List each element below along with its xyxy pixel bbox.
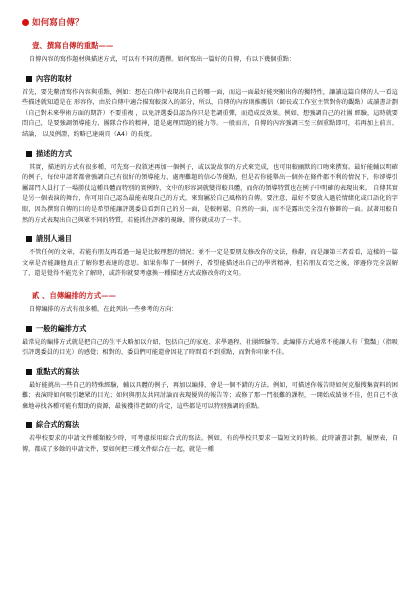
page-title	[22, 16, 398, 28]
page-title-text: 如何寫自傳？	[32, 18, 84, 28]
paragraph: 最常見的編排方式就是把自己的生平大略加以介紹，包括自己的家庭、求學過程、社團經驗等。此編排方式通常不能讓人有「驚豔」（指吸引評選委員的目光）的感覺；相對的，委員們可能還會因花了時間看不到重點，而對你印象不佳。	[22, 338, 398, 357]
square-bullet-icon	[26, 369, 32, 375]
subsection-heading	[26, 420, 398, 430]
section1-heading: 壹、撰寫自傳的重點——	[32, 41, 114, 50]
subsection-title: 綜合式的寫法	[36, 420, 80, 430]
subsection-heading	[26, 324, 398, 334]
subsection-title: 內容的取材	[36, 73, 72, 83]
red-bullet-icon	[22, 19, 29, 26]
subsection-title: 重點式的寫法	[36, 366, 80, 376]
paragraph: 最好能挑出一些自己的特殊經驗，輔以具體的例子，再加以編排，會是一個不錯的方法。例如，可描述你報告時如何克服搜集資料的困難；表演時如何吸引聽眾的目光；如何與朋友共同討論而表現優異的報告等；或修了那一門很難的課程，一開始成績並不佳，但自己不放棄地尋找各種可能有幫助的資源，最後獲得老師的肯定，這些都是可以特別強調的重點。	[22, 381, 398, 410]
square-bullet-icon	[26, 326, 32, 332]
section2-intro: 自傳編排的方式有很多種，在此列出一些參考的方向：	[29, 305, 178, 313]
subsection-title: 請別人過目	[36, 234, 72, 244]
paragraph: 若學校要求的申請文件種類較少時，可考慮採用綜合式的寫法。例如，有的學校只要求一篇短文的時候。此時讀書計劃，履歷表，自傳，都成了多餘的申請文件，要如何把三種文件綜合在一起，就是一種	[22, 435, 398, 454]
square-bullet-icon	[26, 151, 32, 157]
subsection-heading	[26, 74, 398, 84]
section1-intro: 自傳內容的寫作題材與描述方式，可以有不同的選擇。如何寫出一篇好的自傳，有以下幾個重點：	[29, 56, 296, 63]
square-bullet-icon	[26, 76, 32, 82]
paragraph: 其實，描述的方式有很多種，可先寫一段敘述再加一個例子，或以說故事的方式來完成，也可用較幽默的口吻來撰寫。最好能輔以明確的例子，每位申請者都會強調自己有很好的領導能力、處理難題的信心等優點，但是若你能舉出一個外在條件都不利的情況下，你卻導引屬部門人員打了一場勝仗這種具體而特別的實例時，文中的形容詞就變得較具體，而你的領導特質也在例子中明確的表現出來。 自傳其實是另一個表演的舞台，你可用自己認為最能表現自己的方式，來寫屬於自己風格的自傳。要注意，最好不要放入過於情緒化或口語化的字眼，因為撰寫自傳的目的是希望能讓評選委員看到自己的另一面，是較輕鬆，自然的一面，而不是露出完全沒有修飾的一面。試著用較自然的方式表現出自己與眾不同的特質，若能抓住評審的視線，將你就成功了一半。	[22, 163, 398, 224]
subsection-heading	[26, 367, 398, 377]
paragraph: 首先，要先釐清寫作內容與重點，例如：想在自傳中表現出自己的哪一面，而這一面最好能突顯出你的獨特性，讓讀這篇自傳的人一看這些描述就知道是在 形容你，由於自傳中適合描寫較深入的部分，所以，自傳的內容則推薦信（師長或工作室主管對你的觀點）或讀書計劃（自己對未來學術方面的期許）不要重複 ，以免評選委員認為你只是老調重彈，而造成反效果。例如，想強調自己的社團 經驗，這時就要問自己，是要強調領導能力、團隊合作的精神，還是處理問題的能力等。一般而言，自傳的內容強調三至三個重點即可，若再加上前言、結論， 以及例證，約略已達兩頁（A4）的長度。	[22, 88, 398, 138]
section2-heading: 貳 、自傳編排的方式——	[32, 290, 116, 300]
square-bullet-icon	[26, 236, 32, 242]
paragraph: 不管任何的文章，若能有朋友再看過一遍是比較理想的情況；並不一定是要朋友修改你的文法，修辭，而是讓第三者看看，這樣的一篇文章是否能讓他真正了解你想表達的意思。如果你舉了一個例子，希望能描述出自己的學習精神，但若朋友看完之後，卻邊你完全誤解了，還是覺得不能完全了解時，或許你就要考慮換一種描述方式或修改你的文句。	[22, 249, 398, 278]
subsection-title: 一般的編排方式	[36, 323, 87, 333]
subsection-heading	[26, 234, 398, 244]
square-bullet-icon	[26, 422, 32, 428]
subsection-heading	[26, 149, 398, 159]
subsection-title: 描述的方式	[36, 148, 72, 158]
